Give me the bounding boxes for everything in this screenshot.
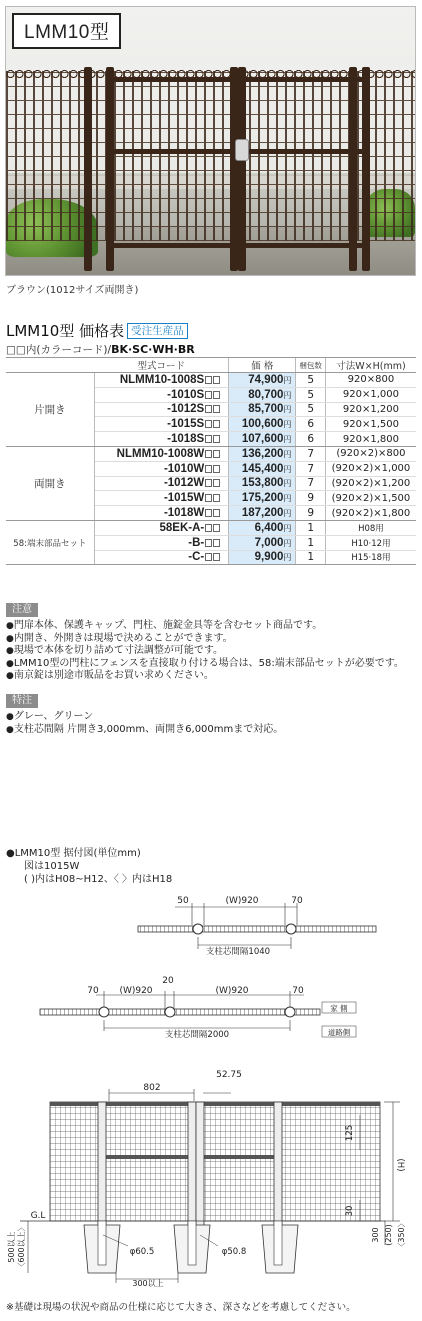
package-qty-cell: 6 xyxy=(296,417,326,432)
color-code-box xyxy=(205,524,212,532)
model-code-cell xyxy=(94,432,228,447)
color-code-box xyxy=(213,420,220,428)
price-cell xyxy=(229,491,296,506)
currency-unit: 円 xyxy=(283,538,292,548)
color-code-box xyxy=(205,391,212,399)
price-cell xyxy=(229,387,296,402)
model-code: NLMM10-1008W xyxy=(116,447,205,460)
price-cell xyxy=(229,535,296,550)
caution-list xyxy=(6,620,404,683)
plan1-right-dim: 70 xyxy=(291,896,303,906)
header-price: 価 格 xyxy=(229,358,296,373)
price-table xyxy=(6,357,416,565)
model-code: -1018W xyxy=(163,507,205,520)
size-cell: 920×1,800 xyxy=(325,432,416,447)
photo-post xyxy=(349,67,357,271)
price-value: 153,800 xyxy=(241,477,284,490)
size-cell: (920×2)×1,000 xyxy=(325,461,416,476)
package-qty-cell: 6 xyxy=(296,432,326,447)
model-code: -1012S xyxy=(167,403,205,416)
price-cell xyxy=(229,417,296,432)
package-qty-cell: 1 xyxy=(296,535,326,550)
model-code: -1010W xyxy=(163,462,205,475)
currency-unit: 円 xyxy=(283,553,292,563)
package-qty-cell: 7 xyxy=(296,461,326,476)
price-value: 85,700 xyxy=(248,403,284,416)
currency-unit: 円 xyxy=(283,479,292,489)
photo-post xyxy=(84,67,92,271)
model-code-cell xyxy=(94,446,228,461)
special-order-label: 特注 xyxy=(6,694,38,708)
color-code-box xyxy=(205,494,212,502)
price-cell xyxy=(229,446,296,461)
model-code: -B- xyxy=(188,536,205,549)
color-code-box xyxy=(205,405,212,413)
color-code-box xyxy=(205,509,212,517)
price-cell xyxy=(229,432,296,447)
color-code-box xyxy=(205,465,212,473)
photo-caption: ブラウン(1012サイズ両開き) xyxy=(6,285,139,296)
elev-height-dim: (H) xyxy=(395,1158,405,1172)
drawing-subtitle-line: 図は1015W xyxy=(24,861,80,872)
header-model: 型式コード xyxy=(94,358,228,373)
model-code-cell xyxy=(94,520,228,535)
embed-250-label: (250) xyxy=(384,1224,393,1246)
elev-post-center xyxy=(188,1102,196,1226)
plan-view-single xyxy=(138,896,376,957)
photo-rail xyxy=(106,149,362,154)
note-item: ● 現場で本体を切り詰めて寸法調整が可能です。 xyxy=(6,645,404,658)
price-cell xyxy=(229,476,296,491)
plan2-road-side: 道路側 xyxy=(327,1028,351,1037)
model-code-cell xyxy=(94,387,228,402)
color-code-box xyxy=(205,553,212,561)
plan2-house-side: 家 側 xyxy=(330,1004,348,1013)
note-item: ● 内開き、外開きは現場で決めることができます。 xyxy=(6,633,404,646)
size-cell: 920×1,000 xyxy=(325,387,416,402)
currency-unit: 円 xyxy=(283,494,292,504)
embed-300-label: 300 xyxy=(371,1227,380,1243)
size-cell: H10·12用 xyxy=(325,535,416,550)
model-code: -C- xyxy=(188,551,205,564)
price-title-text: LMM10型 価格表 xyxy=(6,322,125,340)
model-label: LMM10型 xyxy=(12,13,121,49)
model-code-cell xyxy=(94,461,228,476)
elev-width-dim: 802 xyxy=(143,1083,161,1093)
elev-post-center-b xyxy=(196,1102,204,1226)
package-qty-cell: 5 xyxy=(296,402,326,417)
package-qty-cell: 5 xyxy=(296,387,326,402)
plan2-span-dim: 支柱芯間隔2000 xyxy=(164,1030,230,1040)
price-value: 74,900 xyxy=(248,373,284,386)
model-code-cell xyxy=(94,402,228,417)
price-value: 136,200 xyxy=(241,447,284,460)
price-value: 6,400 xyxy=(254,521,284,534)
phi-left-label: φ60.5 xyxy=(129,1247,155,1257)
model-code: -1015S xyxy=(167,418,205,431)
foundation-footnote: ※基礎は現場の状況や商品の仕様に応じて大きさ、深さなどを考慮してください。 xyxy=(6,1302,356,1313)
color-code-box xyxy=(213,376,220,384)
package-qty-cell: 9 xyxy=(296,506,326,521)
plan2-center-right-dim: (W)920 xyxy=(215,986,249,996)
model-code-cell xyxy=(94,373,228,388)
model-code-cell xyxy=(94,417,228,432)
gl-label: G.L xyxy=(30,1211,46,1221)
model-code: -1015W xyxy=(163,492,205,505)
model-code-cell xyxy=(94,476,228,491)
plan2-center-left-dim: (W)920 xyxy=(119,986,153,996)
note-item: ● 門扉本体、保護キャップ、門柱、施錠金具等を含むセット商品です。 xyxy=(6,620,404,633)
model-code: -1012W xyxy=(163,477,205,490)
color-code-box xyxy=(205,435,212,443)
size-cell: 920×1,200 xyxy=(325,402,416,417)
price-cell xyxy=(229,506,296,521)
installation-drawing-title xyxy=(6,847,172,886)
plan2-post-right xyxy=(285,1007,295,1017)
depth-500-label: 500以上 xyxy=(7,1231,16,1263)
phi-right-label: φ50.8 xyxy=(221,1247,247,1257)
plan1-left-dim: 50 xyxy=(177,896,189,906)
caution-label: 注意 xyxy=(6,603,38,617)
embed-350-label: 〈350〉 xyxy=(397,1219,406,1251)
size-cell: (920×2)×1,500 xyxy=(325,491,416,506)
drawing-note-line: ( )内はH08~H12、〈 〉内はH18 xyxy=(24,874,173,885)
size-cell: H15·18用 xyxy=(325,550,416,565)
price-table-body xyxy=(6,373,416,565)
photo-rail xyxy=(106,243,362,248)
currency-unit: 円 xyxy=(283,375,292,385)
model-code-cell xyxy=(94,535,228,550)
installation-drawing xyxy=(0,885,422,1295)
package-qty-cell: 9 xyxy=(296,491,326,506)
model-code-cell xyxy=(94,491,228,506)
currency-unit: 円 xyxy=(283,420,292,430)
elev-post-left xyxy=(98,1102,106,1226)
price-cell xyxy=(229,373,296,388)
currency-unit: 円 xyxy=(283,464,292,474)
plan1-span-dim: 支柱芯間隔1040 xyxy=(205,947,271,957)
package-qty-cell: 1 xyxy=(296,550,326,565)
plan2-right-dim: 70 xyxy=(292,986,304,996)
plan1-center-dim: (W)920 xyxy=(225,896,259,906)
price-value: 107,600 xyxy=(241,433,284,446)
color-code-box xyxy=(213,509,220,517)
model-code: NLMM10-1008S xyxy=(119,373,205,386)
color-code-box xyxy=(213,450,220,458)
note-item: ● LMM10型の門柱にフェンスを直接取り付ける場合は、58:端末部品セットが必要です。 xyxy=(6,658,404,671)
price-cell xyxy=(229,550,296,565)
size-cell: 920×1,500 xyxy=(325,417,416,432)
plan1-fence-body xyxy=(138,926,376,932)
photo-post xyxy=(230,67,238,271)
plan1-post-right xyxy=(286,924,296,934)
drawing-title-line: ●LMM10型 据付図(単位mm) xyxy=(6,848,141,859)
elev-125-dim: 125 xyxy=(345,1124,355,1142)
product-photo xyxy=(5,6,416,276)
price-cell xyxy=(229,402,296,417)
color-code-box xyxy=(213,539,220,547)
note-item: ● グレー、グリーン xyxy=(6,711,283,724)
color-code-box xyxy=(213,391,220,399)
special-order-list xyxy=(6,711,283,736)
price-value: 7,000 xyxy=(254,536,284,549)
photo-post xyxy=(362,67,370,271)
color-code-box xyxy=(213,435,220,443)
price-table-header xyxy=(6,358,416,373)
color-codes: BK·SC·WH·BR xyxy=(111,343,195,356)
model-code-cell xyxy=(94,506,228,521)
plan2-fence-body xyxy=(40,1009,320,1015)
price-row xyxy=(6,446,416,461)
note-item: ● 南京錠は別途市販品をお買い求めください。 xyxy=(6,670,404,683)
plan1-post-left xyxy=(193,924,203,934)
color-code-box xyxy=(205,479,212,487)
plan2-post-center xyxy=(165,1007,175,1017)
color-note-prefix: □□内(カラーコード)/ xyxy=(6,344,112,356)
price-value: 100,600 xyxy=(241,418,284,431)
currency-unit: 円 xyxy=(283,390,292,400)
made-to-order-badge: 受注生産品 xyxy=(127,323,188,339)
model-code: -1018S xyxy=(167,433,205,446)
photo-post xyxy=(238,67,246,271)
currency-unit: 円 xyxy=(283,523,292,533)
size-cell: (920×2)×1,800 xyxy=(325,506,416,521)
photo-rail xyxy=(106,77,362,82)
color-code-box xyxy=(213,465,220,473)
category-cell: 両開き xyxy=(6,446,94,520)
price-value: 9,900 xyxy=(254,551,284,564)
color-code-box xyxy=(213,553,220,561)
color-code-box xyxy=(213,479,220,487)
price-value: 175,200 xyxy=(241,492,284,505)
price-row xyxy=(6,373,416,388)
plan-view-double xyxy=(40,976,356,1040)
model-code-cell xyxy=(94,550,228,565)
price-cell xyxy=(229,461,296,476)
size-cell: (920×2)×800 xyxy=(325,446,416,461)
color-code-box xyxy=(213,494,220,502)
category-cell: 58:端末部品セット xyxy=(6,520,94,564)
size-cell: (920×2)×1,200 xyxy=(325,476,416,491)
color-code-note xyxy=(6,342,195,357)
color-code-box xyxy=(205,376,212,384)
plan2-left-dim: 70 xyxy=(87,986,99,996)
price-row xyxy=(6,520,416,535)
currency-unit: 円 xyxy=(283,435,292,445)
color-code-box xyxy=(205,450,212,458)
color-code-box xyxy=(213,405,220,413)
package-qty-cell: 7 xyxy=(296,476,326,491)
currency-unit: 円 xyxy=(283,449,292,459)
currency-unit: 円 xyxy=(283,405,292,415)
price-value: 145,400 xyxy=(241,462,284,475)
size-cell: H08用 xyxy=(325,520,416,535)
size-cell: 920×800 xyxy=(325,373,416,388)
category-cell: 片開き xyxy=(6,373,94,447)
elevation-view xyxy=(6,1070,406,1288)
price-value: 187,200 xyxy=(241,507,284,520)
package-qty-cell: 5 xyxy=(296,373,326,388)
photo-post xyxy=(106,67,114,271)
plan2-post-left xyxy=(99,1007,109,1017)
color-code-box xyxy=(205,420,212,428)
header-size: 寸法W×H(mm) xyxy=(325,358,416,373)
package-qty-cell: 1 xyxy=(296,520,326,535)
color-code-box xyxy=(205,539,212,547)
color-code-box xyxy=(213,524,220,532)
price-table-title xyxy=(6,320,188,341)
price-cell xyxy=(229,520,296,535)
photo-gate-latch xyxy=(235,139,249,161)
model-code: -1010S xyxy=(167,388,205,401)
elev-30-dim: 30 xyxy=(345,1205,355,1217)
foundation-gap-label: 300以上 xyxy=(132,1279,164,1288)
price-value: 80,700 xyxy=(248,388,284,401)
header-qty: 梱包数 xyxy=(296,358,326,373)
note-item: ● 支柱芯間隔 片開き3,000mm、両開き6,000mmまで対応。 xyxy=(6,724,283,737)
package-qty-cell: 7 xyxy=(296,446,326,461)
elev-top-right-dim: 52.75 xyxy=(216,1070,242,1080)
model-code: 58EK-A- xyxy=(159,521,205,534)
depth-600-label: 〈600以上〉 xyxy=(17,1223,26,1271)
currency-unit: 円 xyxy=(283,509,292,519)
elev-post-right xyxy=(274,1102,282,1226)
plan2-mid-dim: 20 xyxy=(162,976,174,986)
header-blank xyxy=(6,358,94,373)
